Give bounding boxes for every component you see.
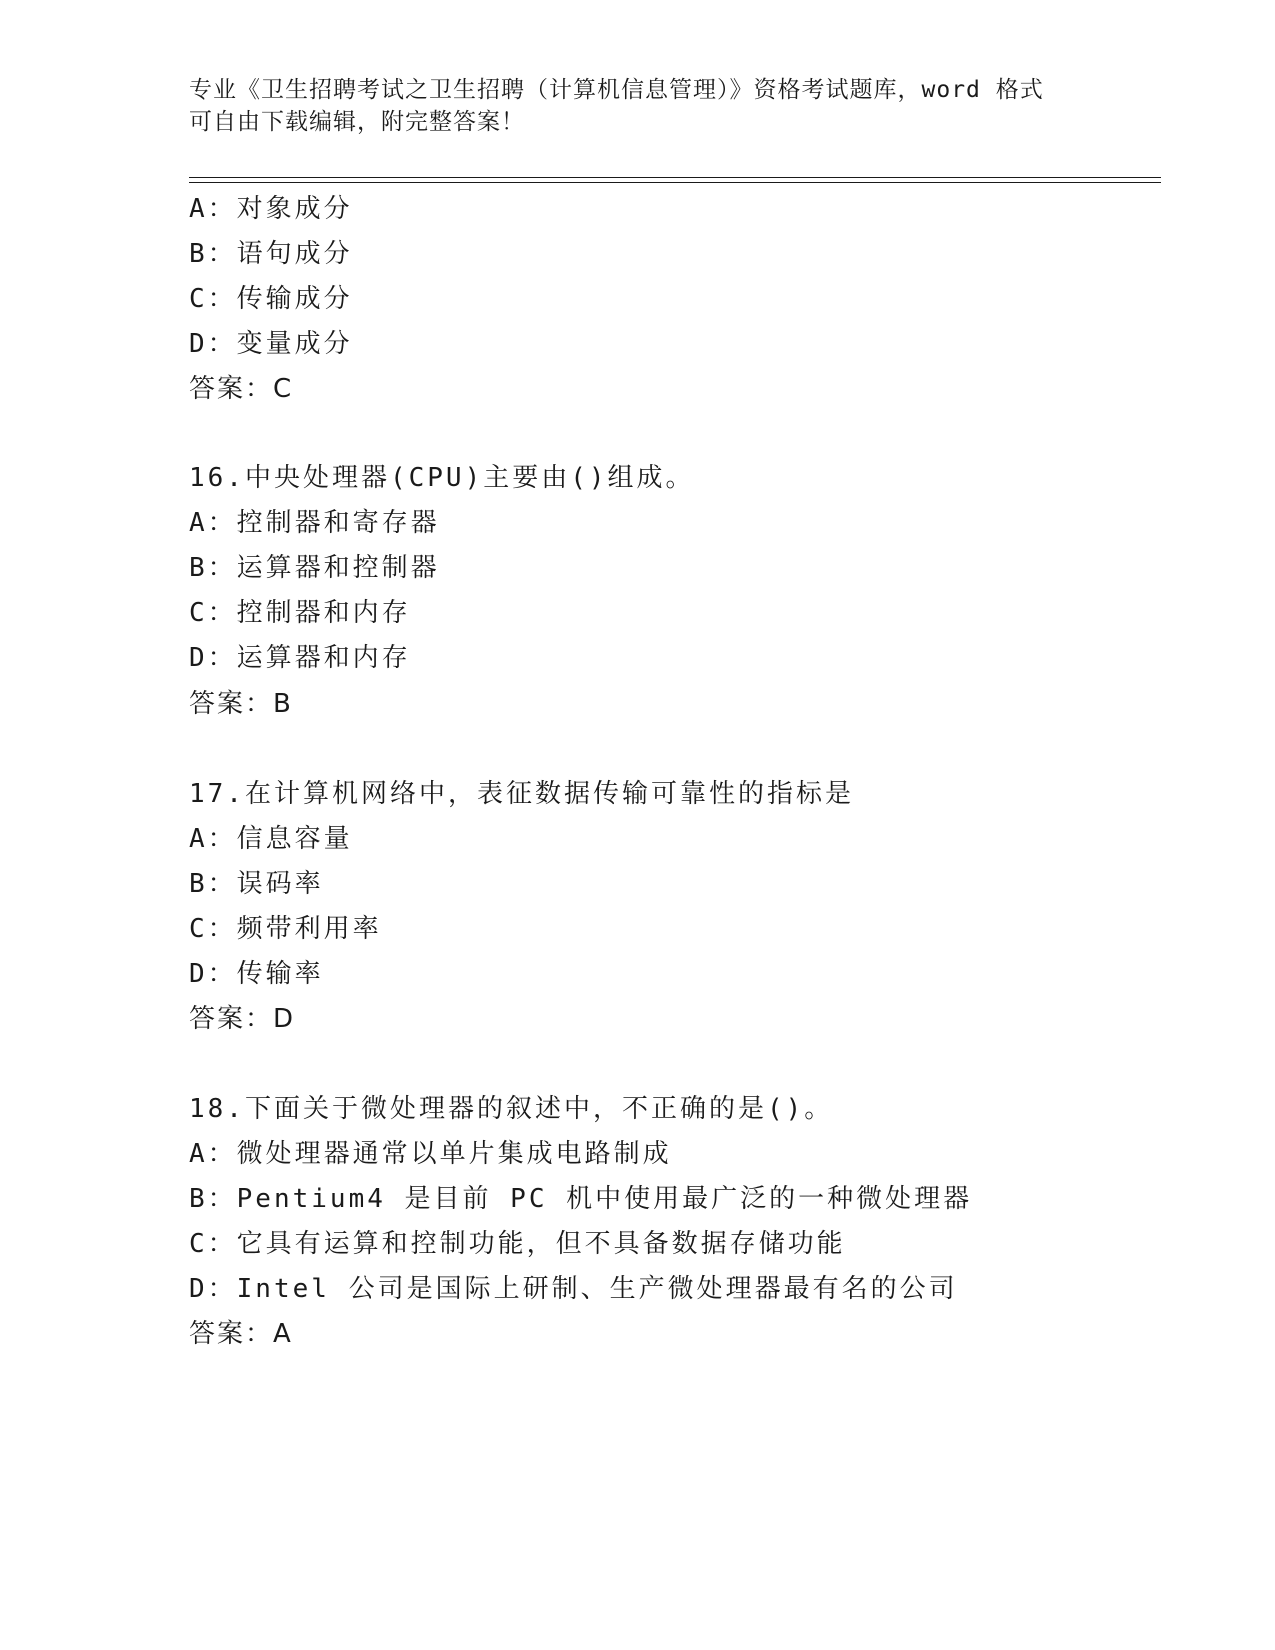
- q18-option-a: A：微处理器通常以单片集成电路制成: [189, 1139, 672, 1169]
- q15-option-d: D：变量成分: [189, 329, 353, 359]
- q17-option-c: C：频带利用率: [189, 914, 382, 944]
- q17-option-b: B：误码率: [189, 869, 324, 899]
- q16-question: 16.中央处理器(CPU)主要由()组成。: [189, 463, 695, 493]
- document-header: [189, 74, 1089, 138]
- q17-option-d: D：传输率: [189, 959, 324, 989]
- q16-answer: 答案：B: [189, 689, 293, 719]
- header-divider-top: [189, 177, 1161, 178]
- q15-answer: 答案：C: [189, 374, 294, 404]
- q17-question: 17.在计算机网络中，表征数据传输可靠性的指标是: [189, 779, 854, 809]
- q17-answer: 答案：D: [189, 1004, 296, 1034]
- q18-option-b: B：Pentium4 是目前 PC 机中使用最广泛的一种微处理器: [189, 1184, 973, 1214]
- q15-option-b: B：语句成分: [189, 239, 353, 269]
- header-title-line: 专业《卫生招聘考试之卫生招聘（计算机信息管理）》资格考试题库，word 格式: [189, 77, 1044, 103]
- header-subtitle-line: 可自由下载编辑，附完整答案！: [189, 109, 525, 135]
- q18-option-d: D：Intel 公司是国际上研制、生产微处理器最有名的公司: [189, 1274, 958, 1304]
- q18-answer: 答案：A: [189, 1319, 293, 1349]
- q16-option-d: D：运算器和内存: [189, 643, 411, 673]
- q18-option-c: C：它具有运算和控制功能，但不具备数据存储功能: [189, 1229, 846, 1259]
- q18-question: 18.下面关于微处理器的叙述中，不正确的是()。: [189, 1094, 834, 1124]
- q16-option-c: C：控制器和内存: [189, 598, 411, 628]
- q15-option-c: C：传输成分: [189, 284, 353, 314]
- q15-option-a: A：对象成分: [189, 194, 353, 224]
- header-divider-bottom: [189, 182, 1161, 183]
- q16-option-b: B：运算器和控制器: [189, 553, 440, 583]
- q17-option-a: A：信息容量: [189, 824, 353, 854]
- q16-option-a: A：控制器和寄存器: [189, 508, 440, 538]
